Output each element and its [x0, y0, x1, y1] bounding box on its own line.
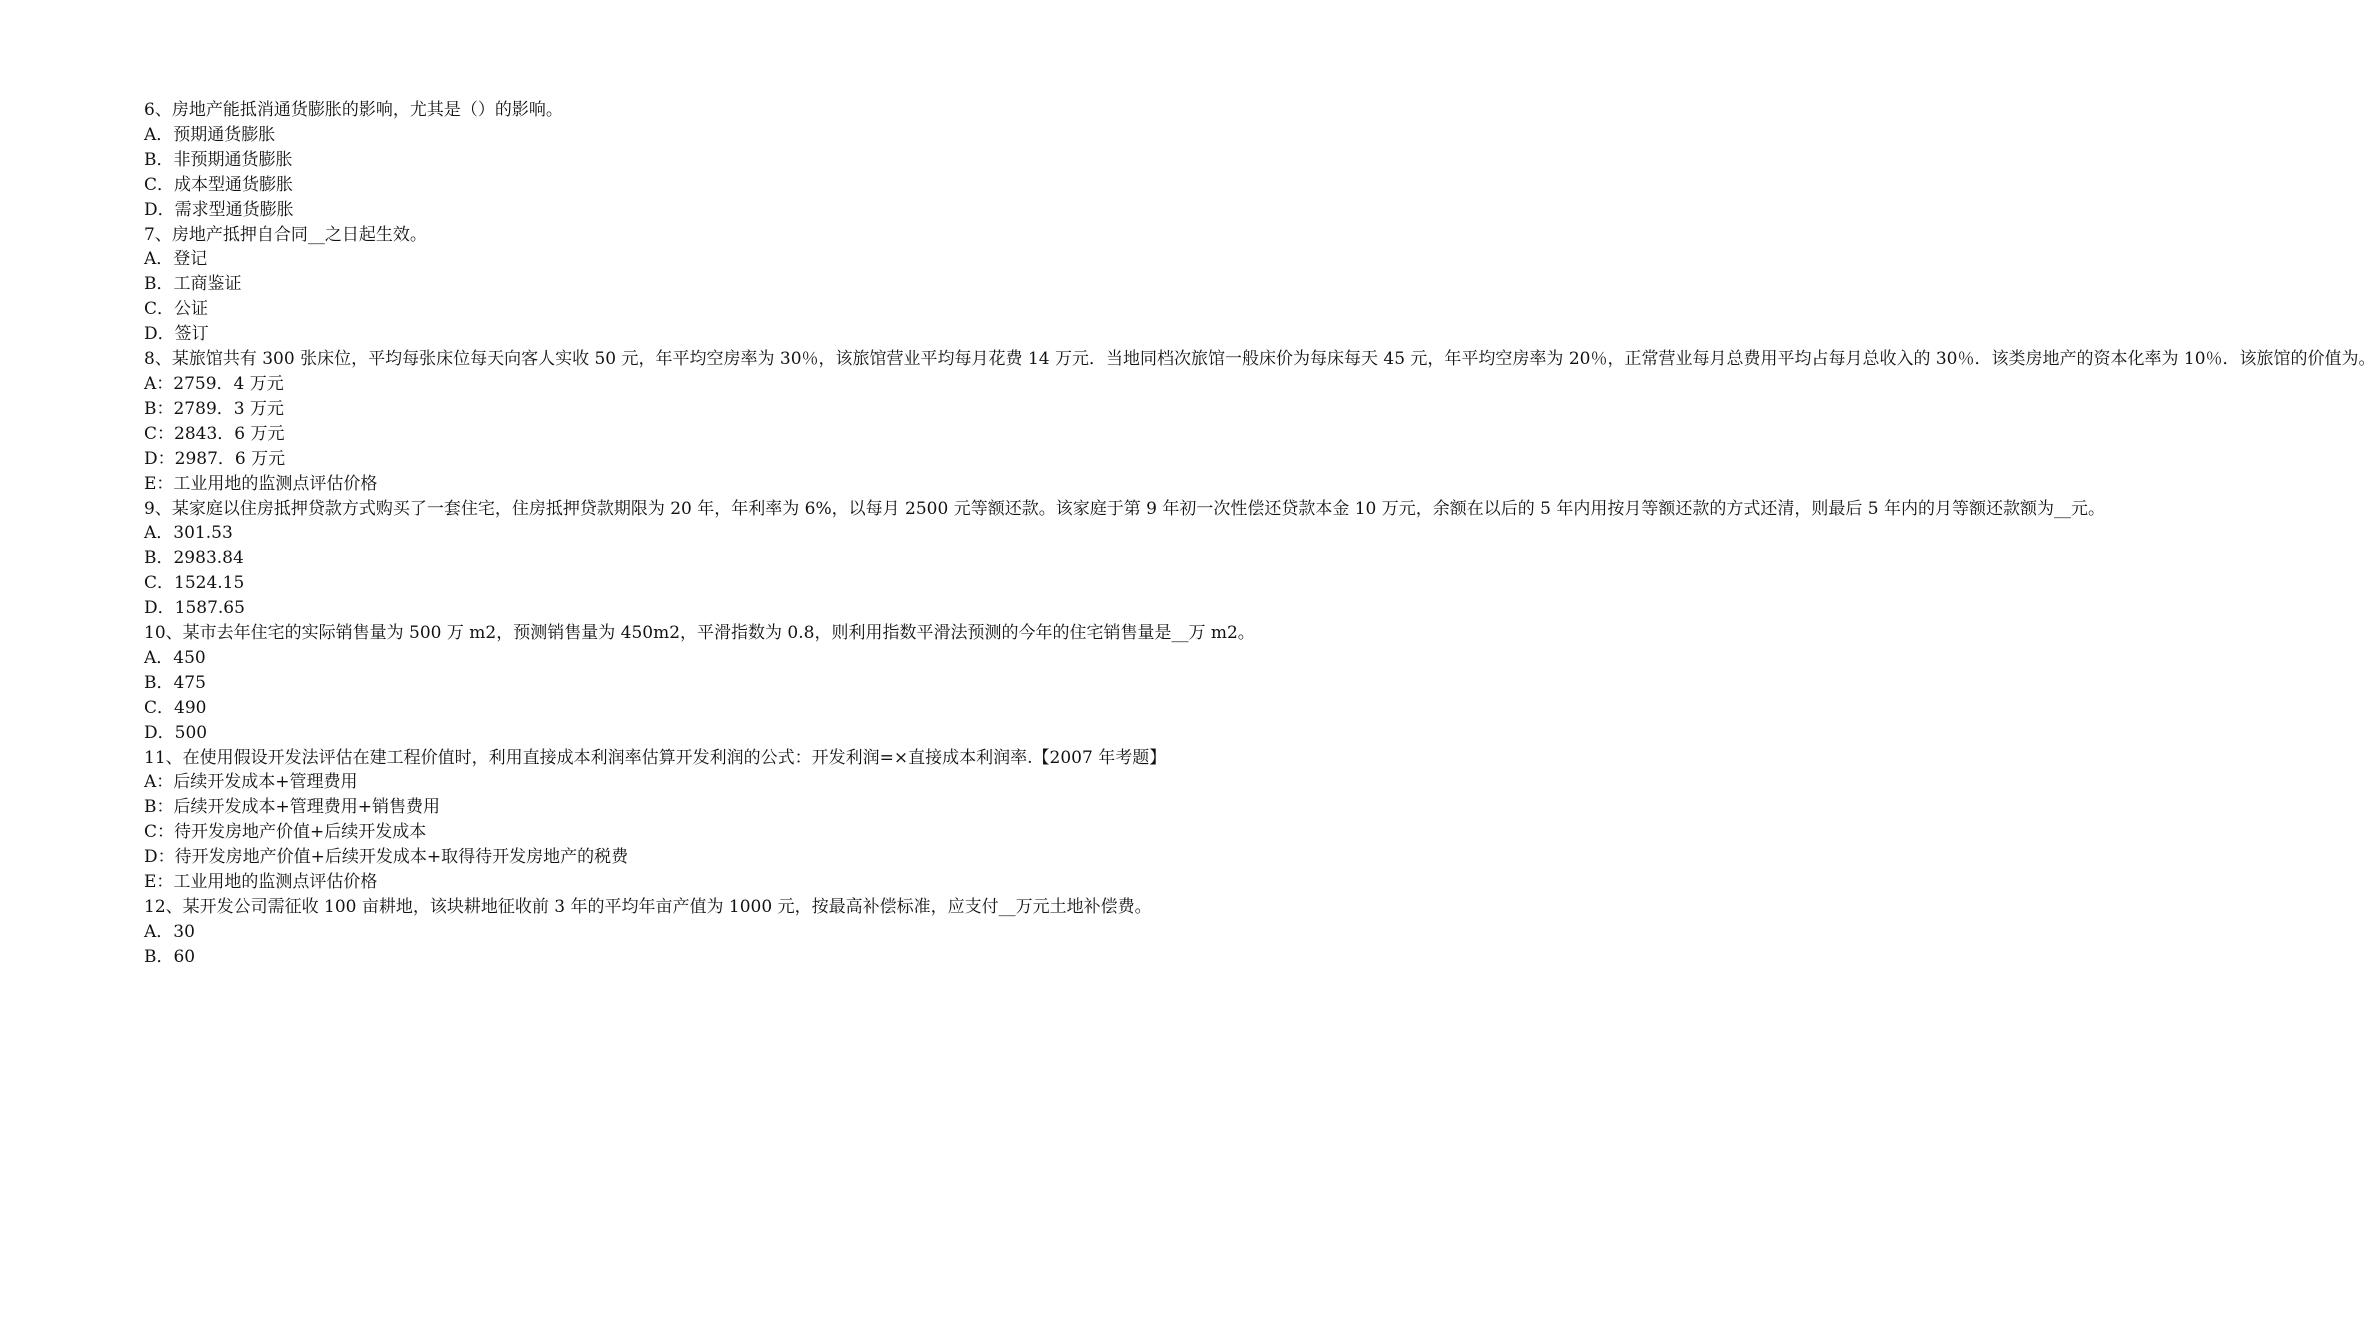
option-11e: E：工业用地的监测点评估价格: [144, 872, 378, 893]
option-6d: D．需求型通货膨胀: [144, 199, 294, 220]
option-8d: D：2987．6 万元: [144, 448, 286, 469]
option-10d: D．500: [144, 722, 208, 743]
question-11: 11、在使用假设开发法评估在建工程价值时，利用直接成本利润率估算开发利润的公式：开发利润=×直接成本利润率.【2007 年考题】: [144, 747, 1167, 768]
option-9b: B．2983.84: [144, 548, 244, 569]
question-10: 10、某市去年住宅的实际销售量为 500 万 m2，预测销售量为 450m2，平滑指数为 0.8，则利用指数平滑法预测的今年的住宅销售量是__万 m2。: [144, 623, 1255, 644]
option-9a: A．301.53: [144, 523, 233, 544]
option-11d: D：待开发房地产价值+后续开发成本+取得待开发房地产的税费: [144, 847, 629, 868]
option-10b: B．475: [144, 672, 206, 693]
option-8c: C：2843．6 万元: [144, 423, 285, 444]
question-9: 9、某家庭以住房抵押贷款方式购买了一套住宅，住房抵押贷款期限为 20 年，年利率为 6%，以每月 2500 元等额还款。该家庭于第 9 年初一次性偿还贷款本金 10 万元，余额在以后的 5 年内用按月等额还款的方式还清，则最后 5 年内的月等额还款额为__元。: [144, 498, 2106, 519]
option-7b: B．工商鉴证: [144, 274, 242, 295]
question-6: 6、房地产能抵消通货膨胀的影响，尤其是（）的影响。: [144, 100, 563, 120]
option-11b: B：后续开发成本+管理费用+销售费用: [144, 797, 440, 818]
option-6c: C．成本型通货膨胀: [144, 174, 294, 195]
option-10a: A．450: [144, 647, 206, 668]
question-8: 8、某旅馆共有 300 张床位，平均每张床位每天向客人实收 50 元，年平均空房率为 30％，该旅馆营业平均每月花费 14 万元．当地同档次旅馆一般床价为每床每天 45 元，年平均空房率为 20％，正常营业每月总费用平均占每月总收入的 30％．该类房地产的资本化率为 10％．该旅馆的价值为。: [144, 349, 2376, 370]
option-10c: C．490: [144, 697, 207, 718]
document-page: [144, 98, 2376, 970]
option-11c: C：待开发房地产价值+后续开发成本: [144, 822, 427, 843]
option-12a: A．30: [144, 921, 195, 942]
option-11a: A：后续开发成本+管理费用: [144, 772, 358, 793]
option-9c: C．1524.15: [144, 573, 245, 594]
option-6a: A．预期通货膨胀: [144, 124, 276, 145]
option-8b: B：2789．3 万元: [144, 398, 284, 419]
option-12b: B．60: [144, 946, 196, 967]
option-9d: D．1587.65: [144, 598, 245, 619]
option-8a: A：2759．4 万元: [144, 373, 284, 394]
option-7a: A．登记: [144, 249, 208, 270]
question-12: 12、某开发公司需征收 100 亩耕地，该块耕地征收前 3 年的平均年亩产值为 1000 元，按最高补偿标准，应支付__万元土地补偿费。: [144, 897, 1152, 917]
option-8e: E：工业用地的监测点评估价格: [144, 473, 378, 494]
option-6b: B．非预期通货膨胀: [144, 149, 293, 170]
option-7d: D．签订: [144, 324, 209, 345]
question-7: 7、房地产抵押自合同__之日起生效。: [144, 224, 427, 245]
option-7c: C．公证: [144, 299, 209, 320]
